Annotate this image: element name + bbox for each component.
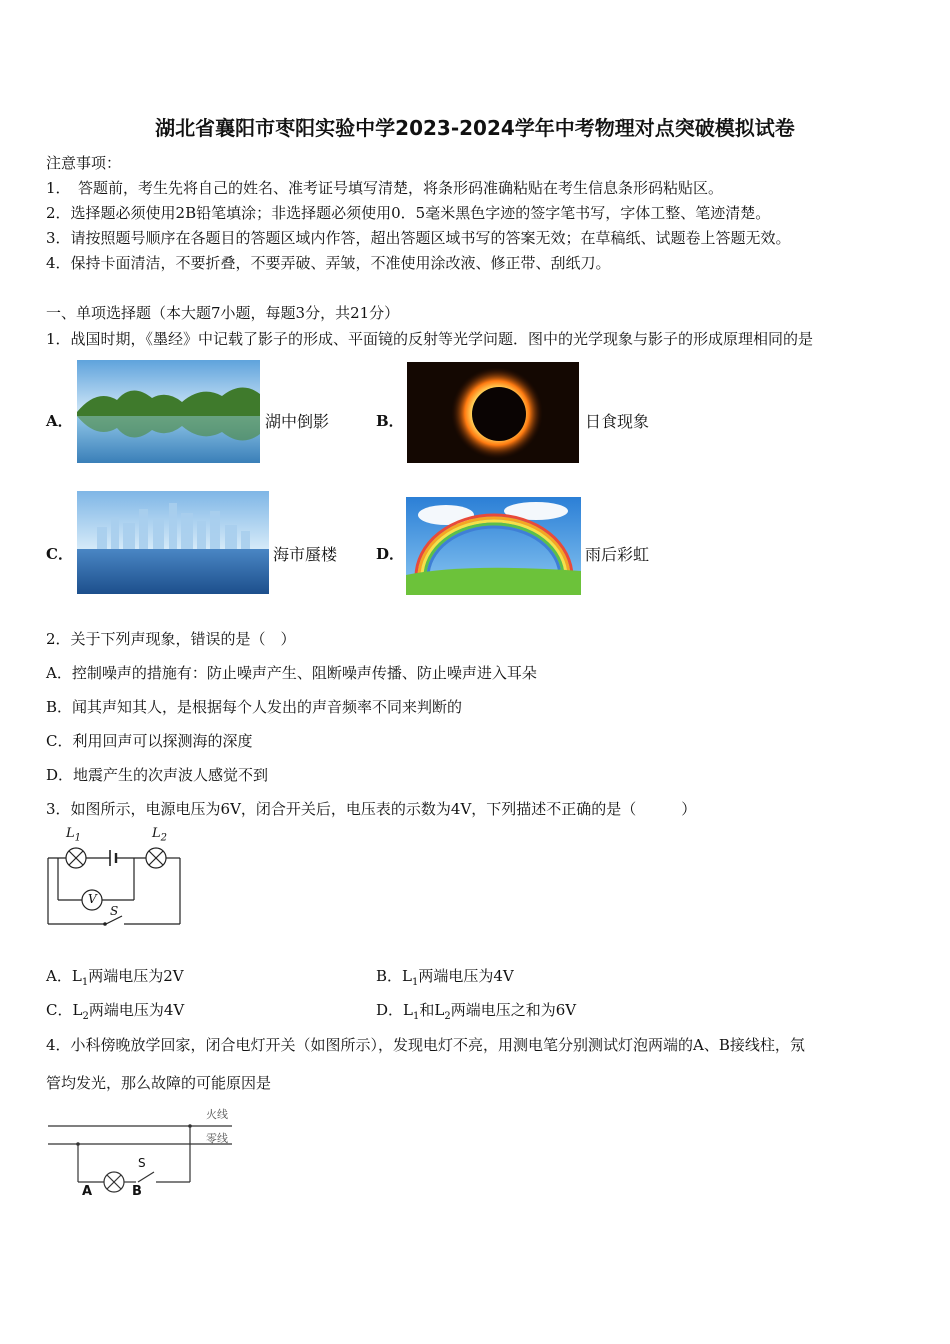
notice-heading: 注意事项：	[46, 154, 122, 172]
question-2-stem: 2．关于下列声现象，错误的是（ ）	[46, 630, 296, 648]
section-heading: 一、单项选择题（本大题7小题，每题3分，共21分）	[46, 304, 400, 322]
question-3-option-a: A．$L_1$两端电压为2V	[46, 967, 184, 988]
notice-item: 1． 答题前，考生先将自己的姓名、准考证号填写清楚，将条形码准确粘贴在考生信息条形码粘贴区。	[46, 179, 724, 197]
question-3-option-b: B．$L_1$两端电压为4V	[376, 967, 514, 988]
mirage-image	[77, 491, 269, 594]
lake-reflection-image	[77, 360, 260, 463]
option-c-caption: 海市蜃楼	[273, 545, 338, 564]
question-1-stem: 1．战国时期，《墨经》中记载了影子的形成、平面镜的反射等光学问题．图中的光学现象与影子的形成原理相同的是	[46, 330, 814, 348]
question-2-option: B．闻其声知其人，是根据每个人发出的声音频率不同来判断的	[46, 698, 463, 716]
question-3-option-d: D．$L_1$和$L_2$两端电压之和为6V	[376, 1001, 577, 1022]
question-4-stem-line2: 管均发光，那么故障的可能原因是	[46, 1074, 272, 1092]
question-2-option: C．利用回声可以探测海的深度	[46, 732, 253, 750]
question-3-option-c: C．$L_2$两端电压为4V	[46, 1001, 185, 1022]
option-b-caption: 日食现象	[585, 412, 650, 431]
question-2-option: D．地震产生的次声波人感觉不到	[46, 766, 269, 784]
switch-label: S	[110, 904, 119, 918]
switch-s-label: S	[138, 1156, 146, 1170]
option-a-letter: A．	[46, 412, 73, 430]
series-circuit-diagram	[44, 826, 184, 934]
voltmeter-label: V	[88, 892, 97, 906]
household-circuit-diagram	[44, 1104, 244, 1204]
option-d-letter: D．	[376, 545, 405, 563]
lamp-l1-label: $L_1$	[66, 826, 82, 844]
option-d-caption: 雨后彩虹	[585, 545, 650, 564]
terminal-a-label: A	[82, 1184, 93, 1199]
option-b-letter: B．	[376, 412, 404, 430]
live-wire-label: 火线	[206, 1108, 228, 1121]
rainbow-image	[406, 497, 581, 595]
notice-item: 4．保持卡面清洁，不要折叠，不要弄破、弄皱，不准使用涂改液、修正带、刮纸刀。	[46, 254, 611, 272]
notice-item: 3．请按照题号顺序在各题目的答题区域内作答，超出答题区域书写的答案无效；在草稿纸、试题卷上答题无效。	[46, 229, 791, 247]
question-2-option: A．控制噪声的措施有：防止噪声产生、阻断噪声传播、防止噪声进入耳朵	[46, 664, 537, 682]
option-a-caption: 湖中倒影	[265, 412, 330, 431]
notice-item: 2．选择题必须使用2B铅笔填涂；非选择题必须使用0．5毫米黑色字迹的签字笔书写，字体工整、笔迹清楚。	[46, 204, 771, 222]
terminal-b-label: B	[132, 1184, 142, 1199]
question-3-stem: 3．如图所示，电源电压为6V，闭合开关后，电压表的示数为4V，下列描述不正确的是（ ）	[46, 800, 697, 818]
neutral-wire-label: 零线	[206, 1132, 228, 1145]
lamp-l2-label: $L_2$	[152, 826, 168, 844]
option-c-letter: C．	[46, 545, 73, 563]
question-4-stem-line1: 4．小科傍晚放学回家，闭合电灯开关（如图所示），发现电灯不亮，用测电笔分别测试灯泡两端的A、B接线柱，氖	[46, 1036, 805, 1054]
page-title: 湖北省襄阳市枣阳实验中学2023-2024学年中考物理对点突破模拟试卷	[155, 116, 795, 140]
solar-eclipse-image	[407, 362, 579, 463]
